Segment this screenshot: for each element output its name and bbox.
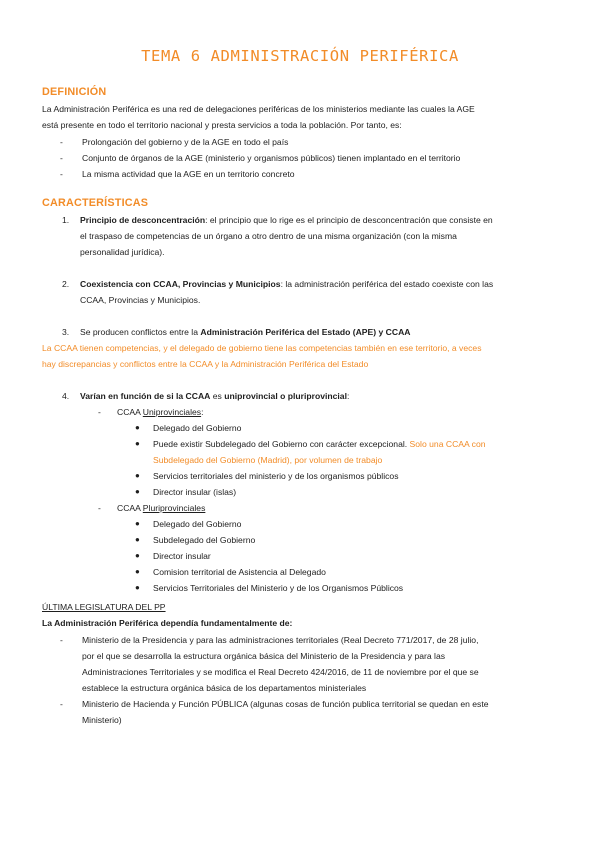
page-title: TEMA 6 ADMINISTRACIÓN PERIFÉRICA (141, 47, 459, 65)
pluri-item: Subdelegado del Gobierno (153, 535, 256, 545)
bullet-marker: ● (135, 471, 140, 480)
legislatura-item-2-line-2: Ministerio) (82, 715, 122, 725)
uniprovinciales-heading (117, 406, 203, 419)
bullet-marker: ● (135, 567, 140, 576)
bullet-marker: ● (135, 519, 140, 528)
caracteristica-3-note-line-2: hay discrepancias y conflictos entre la CCAA y la Administración Periférica del Estado (42, 359, 369, 369)
uni-item: Servicios territoriales del ministerio y de los organismos públicos (153, 471, 399, 481)
uniprovinciales-label: Uniprovinciales (142, 407, 202, 417)
legislatura-item-2-line-1: Ministerio de Hacienda y Función PÚBLICA (algunas cosas de función publica territorial se quedan en este (82, 699, 489, 709)
dash-marker: - (98, 503, 101, 513)
dash-marker: - (60, 635, 63, 645)
dash-marker: - (98, 407, 101, 417)
uni-item (153, 438, 486, 451)
caracteristica-2-line-2: CCAA, Provincias y Municipios. (80, 295, 201, 305)
definicion-item: La misma actividad que la AGE en un territorio concreto (82, 169, 295, 179)
legislatura-heading-text: ÚLTIMA LEGISLATURA DEL PP (42, 602, 166, 612)
uni-item-text: Puede existir Subdelegado del Gobierno con carácter excepcional. (153, 439, 408, 449)
bullet-marker: ● (135, 535, 140, 544)
definicion-item: Conjunto de órganos de la AGE (ministerio y organismos públicos) tienen implantado en el territorio (82, 153, 461, 163)
bullet-marker: ● (135, 439, 140, 448)
legislatura-item-1-line-2: por el que se desarrolla la estructura orgánica básica del Ministerio de la Presidencia y para las (82, 651, 446, 661)
section-heading-definicion: DEFINICIÓN (42, 86, 107, 98)
bullet-marker: ● (135, 583, 140, 592)
pluri-item: Delegado del Gobierno (153, 519, 242, 529)
uniprovinciales-colon: : (201, 407, 204, 417)
caracteristica-4-term-2: uniprovincial o pluriprovincial (224, 391, 347, 401)
caracteristica-3-note-line-1: La CCAA tienen competencias, y el delegado de gobierno tiene las competencias también en ese territorio, a veces (42, 343, 482, 353)
caracteristica-3-term: Administración Periférica del Estado (APE) y CCAA (200, 327, 411, 337)
caracteristica-1-text: : el principio que lo rige es el principio de desconcentración que consiste en (205, 215, 493, 225)
caracteristica-2-line-1 (80, 278, 493, 291)
uni-item-note: Solo una CCAA con (407, 439, 486, 449)
pluriprovinciales-prefix: CCAA (117, 503, 143, 513)
legislatura-item-1-line-4: establece la estructura orgánica básica de los departamentos ministeriales (82, 683, 367, 693)
pluri-item: Servicios Territoriales del Ministerio y de los Organismos Públicos (153, 583, 404, 593)
caracteristica-1-line-1 (80, 214, 493, 227)
uni-item: Delegado del Gobierno (153, 423, 242, 433)
definicion-item: Prolongación del gobierno y de la AGE en todo el país (82, 137, 289, 147)
pluriprovinciales-heading (117, 502, 205, 515)
uni-item: Director insular (islas) (153, 487, 237, 497)
caracteristica-2-term: Coexistencia con CCAA, Provincias y Municipios (80, 279, 281, 289)
legislatura-intro-text: La Administración Periférica dependía fundamentalmente de: (42, 618, 293, 628)
dash-marker: - (60, 169, 63, 179)
list-number: 1. (62, 215, 70, 225)
caracteristica-1-line-2: el traspaso de competencias de un órgano a otro dentro de una misma organización (con la misma (80, 231, 457, 241)
definicion-intro-line-1: La Administración Periférica es una red de delegaciones periféricas de los ministerios mediante las cuales la AGE (42, 104, 475, 114)
caracteristica-1-term: Principio de desconcentración (80, 215, 206, 225)
legislatura-item-1-line-1: Ministerio de la Presidencia y para las administraciones territoriales (Real Decreto 771/2017, de 28 julio, (82, 635, 479, 645)
pluri-item: Comision territorial de Asistencia al Delegado (153, 567, 326, 577)
dash-marker: - (60, 699, 63, 709)
bullet-marker: ● (135, 423, 140, 432)
dash-marker: - (60, 153, 63, 163)
list-number: 3. (62, 327, 70, 337)
legislatura-intro (42, 617, 292, 630)
list-number: 2. (62, 279, 70, 289)
caracteristica-1-line-3: personalidad jurídica). (80, 247, 165, 257)
caracteristica-4-term-1: Varían en función de si la CCAA (80, 391, 211, 401)
caracteristica-4-colon: : (346, 391, 350, 401)
bullet-marker: ● (135, 487, 140, 496)
legislatura-item-1-line-3: Administraciones Territoriales y se modifica el Real Decreto 424/2016, de 11 de noviembre por el que se (82, 667, 479, 677)
definicion-intro-line-2: está presente en todo el territorio nacional y presta servicios a toda la población. Por tanto, es: (42, 120, 402, 130)
list-number: 4. (62, 391, 70, 401)
uni-item-note-line-2: Subdelegado del Gobierno (Madrid), por volumen de trabajo (153, 455, 383, 465)
section-heading-caracteristicas: CARACTERÍSTICAS (42, 197, 149, 209)
pluri-item: Director insular (153, 551, 211, 561)
caracteristica-2-text: : la administración periférica del estado coexiste con las (280, 279, 494, 289)
pluriprovinciales-label: Pluriprovinciales (142, 503, 206, 513)
caracteristica-3-text: Se producen conflictos entre la (80, 327, 201, 337)
bullet-marker: ● (135, 551, 140, 560)
caracteristica-4-connector: es (210, 391, 225, 401)
dash-marker: - (60, 137, 63, 147)
caracteristica-3-line-1 (80, 326, 411, 339)
uniprovinciales-prefix: CCAA (117, 407, 143, 417)
legislatura-heading (42, 601, 166, 614)
caracteristica-4-line-1 (80, 390, 349, 403)
